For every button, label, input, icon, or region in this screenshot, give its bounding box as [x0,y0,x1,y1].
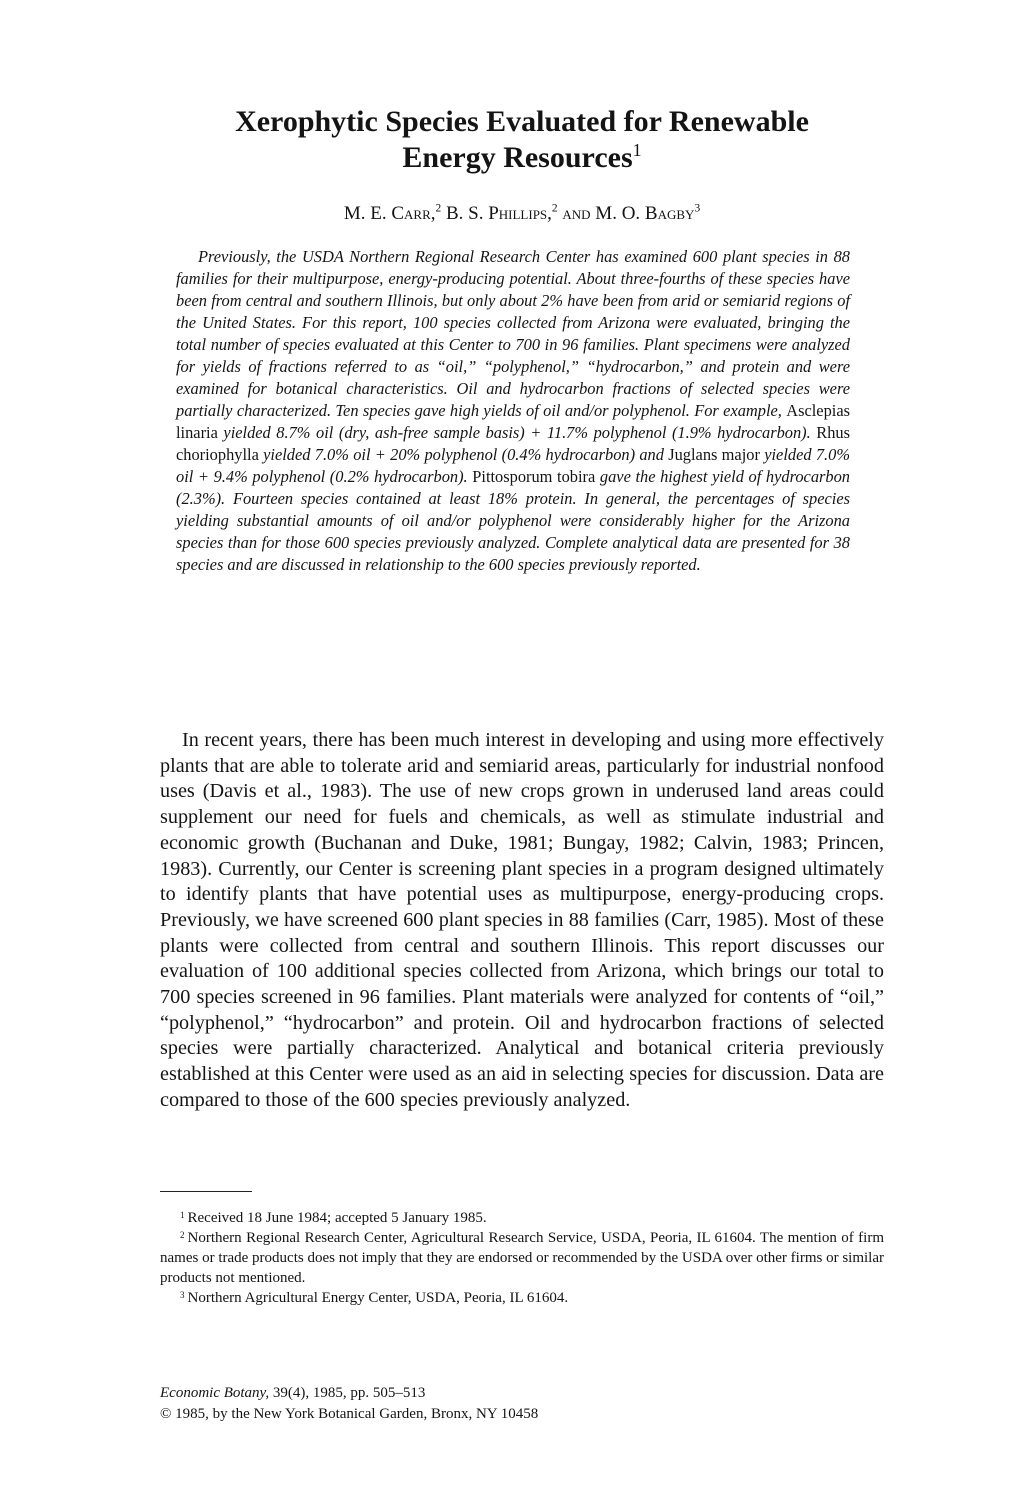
journal-name: Economic Botany, [160,1385,270,1401]
footnotes [160,1208,884,1308]
footnote-2 [160,1228,884,1288]
abstract-paragraph [176,246,850,576]
author-3-mark: 3 [694,202,701,215]
species-name-asclepias: Asclepias linaria [176,401,850,442]
footnote-3 [160,1288,884,1308]
abstract-text-4: yielded 7.0% oil + 9.4% polyphenol (0.2% hydrocarbon). [176,445,850,486]
abstract-text-1: Previously, the USDA Northern Regional Research Center has examined 600 plant species in 88 families for their multipurpose, energy-producing potential. About three-fourths of these species have been from central and southern Illinois, but only about 2% have been from arid or semiarid regions of the United States. For this report, 100 species collected from Arizona were evaluated, bringing the total number of species evaluated at this Center to 700 in 96 families. Plant specimens were analyzed for yields of fractions referred to as “oil,” “polyphenol,” “hydrocarbon,” and protein and were examined for botanical characteristics. Oil and hydrocarbon fractions of selected species were partially characterized. Ten species gave high yields of oil and/or polyphenol. For example, [176,247,850,420]
body-paragraph-1: In recent years, there has been much interest in developing and using more effectively plants that are able to tolerate arid and semiarid areas, particularly for industrial nonfood uses (Davis et al., 1983). The use of new crops grown in underused land areas could supplement our need for fuels and chemicals, as well as stimulate industrial and economic growth (Buchanan and Duke, 1981; Bungay, 1982; Calvin, 1983; Princen, 1983). Currently, our Center is screening plant species in a program designed ultimately to identify plants that have potential uses as multipurpose, energy-producing crops. Previously, we have screened 600 plant species in 88 families (Carr, 1985). Most of these plants were collected from central and southern Illinois. This report discusses our evaluation of 100 additional species collected from Arizona, which brings our total to 700 species screened in 96 families. Plant materials were analyzed for contents of “oil,” “polyphenol,” “hydrocarbon” and protein. Oil and hydrocarbon fractions of selected species were partially characterized. Analytical and botanical criteria previously established at this Center were used as an aid in selecting species for discussion. Data are compared to those of the 600 species previously analyzed. [160,729,884,1111]
author-1-initials: M. E. [343,203,392,224]
title-footnote-mark: 1 [632,140,642,160]
footnote-1-text: Received 18 June 1984; accepted 5 January 1985. [187,1210,487,1226]
footnote-1 [160,1208,884,1228]
footnote-2-text: Northern Regional Research Center, Agricultural Research Service, USDA, Peoria, IL 61604. The mention of firm names or trade products does not imply that they are endorsed or recommended by the USDA over other firms or similar products not mentioned. [160,1230,884,1286]
author-3-initials: M. O. [595,203,645,224]
footnote-2-mark: 2 [180,1230,185,1240]
title-line-2: Energy Resources [402,141,633,174]
copyright-line: © 1985, by the New York Botanical Garden, Bronx, NY 10458 [160,1406,539,1422]
title-line-1: Xerophytic Species Evaluated for Renewable [235,105,809,138]
footnote-1-mark: 1 [180,1210,185,1220]
author-1-mark: 2 [435,202,442,215]
abstract [176,246,850,576]
footnote-3-mark: 3 [180,1290,185,1300]
body-text [160,728,884,1114]
author-2-surname: Phillips, [488,203,552,224]
author-2-initials: B. S. [441,203,489,224]
citation-details: 39(4), 1985, pp. 505–513 [269,1385,426,1401]
author-conjunction: and [557,203,596,224]
species-name-juglans: Juglans major [668,445,760,464]
abstract-text-2: yielded 8.7% oil (dry, ash-free sample basis) + 11.7% polyphenol (1.9% hydrocarbon). [217,423,817,442]
author-2-mark: 2 [551,202,558,215]
species-name-pittosporum: Pittosporum tobira [472,467,596,486]
citation-line [160,1383,884,1404]
footnote-3-text: Northern Agricultural Energy Center, USDA, Peoria, IL 61604. [187,1290,569,1306]
species-name-rhus: Rhus choriophylla [176,423,850,464]
journal-citation [160,1383,884,1425]
abstract-text-3: yielded 7.0% oil + 20% polyphenol (0.4% hydrocarbon) and [258,445,669,464]
article-title [160,104,884,176]
footnote-divider [160,1191,252,1192]
author-3-surname: Bagby [644,203,695,224]
author-list [160,202,884,226]
author-1-surname: Carr, [391,203,436,224]
abstract-text-5: gave the highest yield of hydrocarbon (2.3%). Fourteen species contained at least 18% protein. In general, the percentages of species yielding substantial amounts of oil and/or polyphenol were considerably higher for the Arizona species than for those 600 species previously analyzed. Complete analytical data are presented for 38 species and are discussed in relationship to the 600 species previously reported. [176,467,850,574]
